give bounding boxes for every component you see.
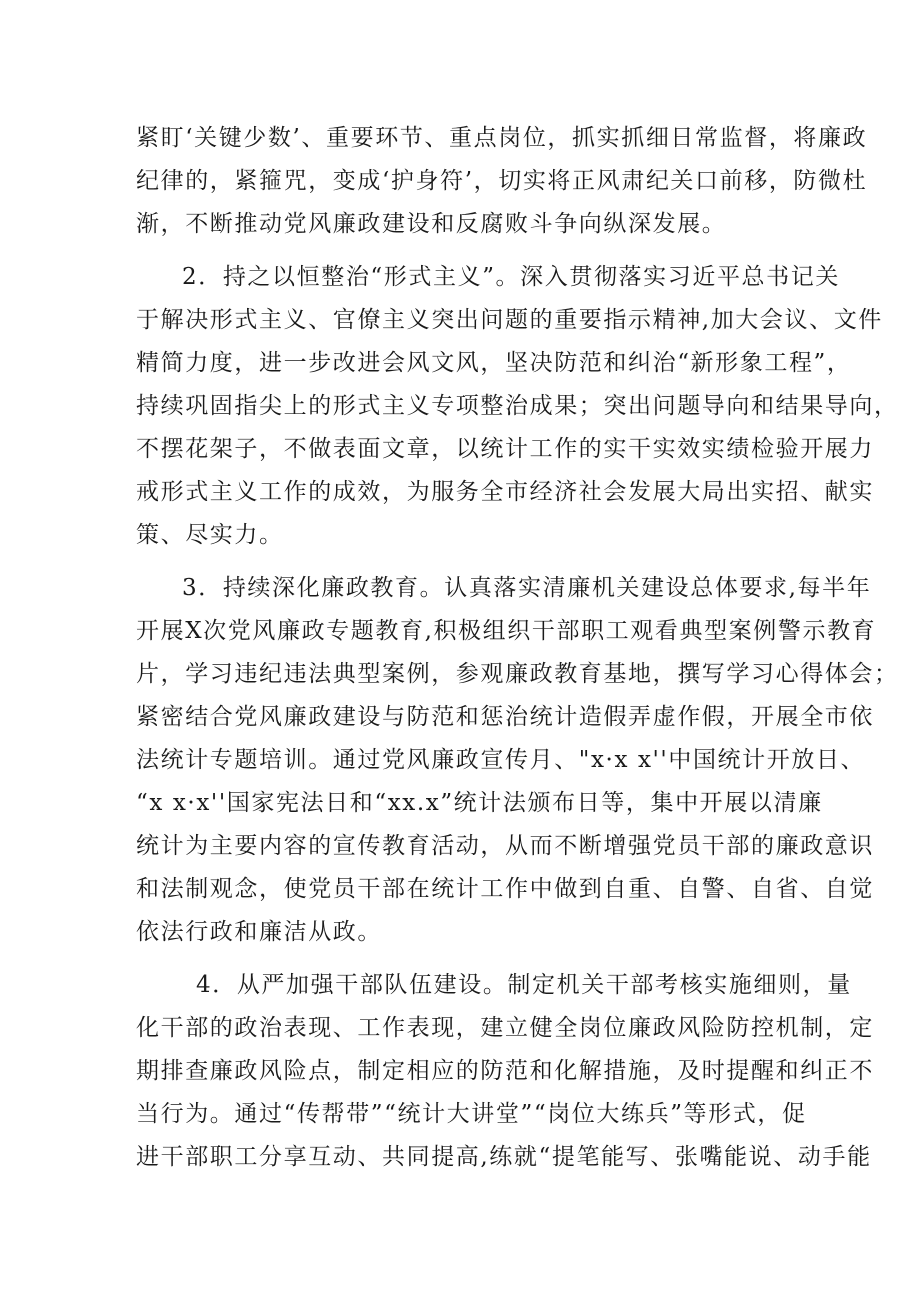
paragraph-2-line-3: 精简力度，进一步改进会风文风，坚决防范和纠治“新形象工程”， xyxy=(136,350,852,376)
paragraph-4-line-3: 期排查廉政风险点，制定相应的防范和化解措施，及时提醒和纠正不 xyxy=(136,1058,874,1084)
paragraph-2-line-5: 不摆花架子，不做表面文章，以统计工作的实干实效实绩检验开展力 xyxy=(136,436,874,462)
paragraph-3-line-6: “x x·x''国家宪法日和“xx.x”统计法颁布日等，集中开展以清廉 xyxy=(136,790,823,816)
paragraph-3-line-1: 3．持续深化廉政教育。认真落实清廉机关建设总体要求,每半年 xyxy=(182,575,872,601)
paragraph-4-line-2: 化干部的政治表现、工作表现，建立健全岗位廉政风险防控机制，定 xyxy=(136,1015,874,1041)
paragraph-2-line-6: 戒形式主义工作的成效，为服务全市经济社会发展大局出实招、献实 xyxy=(136,479,874,505)
paragraph-3-line-7: 统计为主要内容的宣传教育活动，从而不断增强党员干部的廉政意识 xyxy=(136,833,874,859)
paragraph-2-line-4: 持续巩固指尖上的形式主义专项整治成果；突出问题导向和结果导向， xyxy=(136,393,899,419)
paragraph-4-line-1: 4．从严加强干部队伍建设。制定机关干部考核实施细则，量 xyxy=(196,972,852,998)
paragraph-3-line-8: 和法制观念，使党员干部在统计工作中做到自重、自警、自省、自觉 xyxy=(136,876,874,902)
paragraph-4-line-4: 当行为。通过“传帮带”“统计大讲堂”“岗位大练兵”等形式，促 xyxy=(136,1101,807,1127)
paragraph-2-line-2: 于解决形式主义、官僚主义突出问题的重要指示精神,加大会议、文件 xyxy=(136,307,883,333)
paragraph-4-line-5: 进干部职工分享互动、共同提高,练就“提笔能写、张嘴能说、动手能 xyxy=(136,1144,872,1170)
paragraph-2-line-7: 策、尽实力。 xyxy=(136,522,284,548)
paragraph-3-line-9: 依法行政和廉洁从政。 xyxy=(136,919,382,945)
paragraph-3-line-2: 开展X次党风廉政专题教育,积极组织干部职工观看典型案例警示教育 xyxy=(136,618,877,644)
paragraph-3-line-3: 片，学习违纪违法典型案例，参观廉政教育基地，撰写学习心得体会； xyxy=(136,661,899,687)
paragraph-1-line-1: 紧盯‘关键少数’、重要环节、重点岗位，抓实抓细日常监督，将廉政 xyxy=(136,125,868,151)
paragraph-3-line-4: 紧密结合党风廉政建设与防范和惩治统计造假弄虚作假，开展全市依 xyxy=(136,704,874,730)
paragraph-2-line-1: 2．持之以恒整治“形式主义”。深入贯彻落实习近平总书记关 xyxy=(182,264,840,290)
paragraph-1-line-2: 纪律的，紧箍咒，变成‘护身符’，切实将正风肃纪关口前移，防微杜 xyxy=(136,168,868,194)
paragraph-1-line-3: 渐，不断推动党风廉政建设和反腐败斗争向纵深发展。 xyxy=(136,211,727,237)
paragraph-3-line-5: 法统计专题培训。通过党风廉政宣传月、"x·x x''中国统计开放日、 xyxy=(136,747,866,773)
